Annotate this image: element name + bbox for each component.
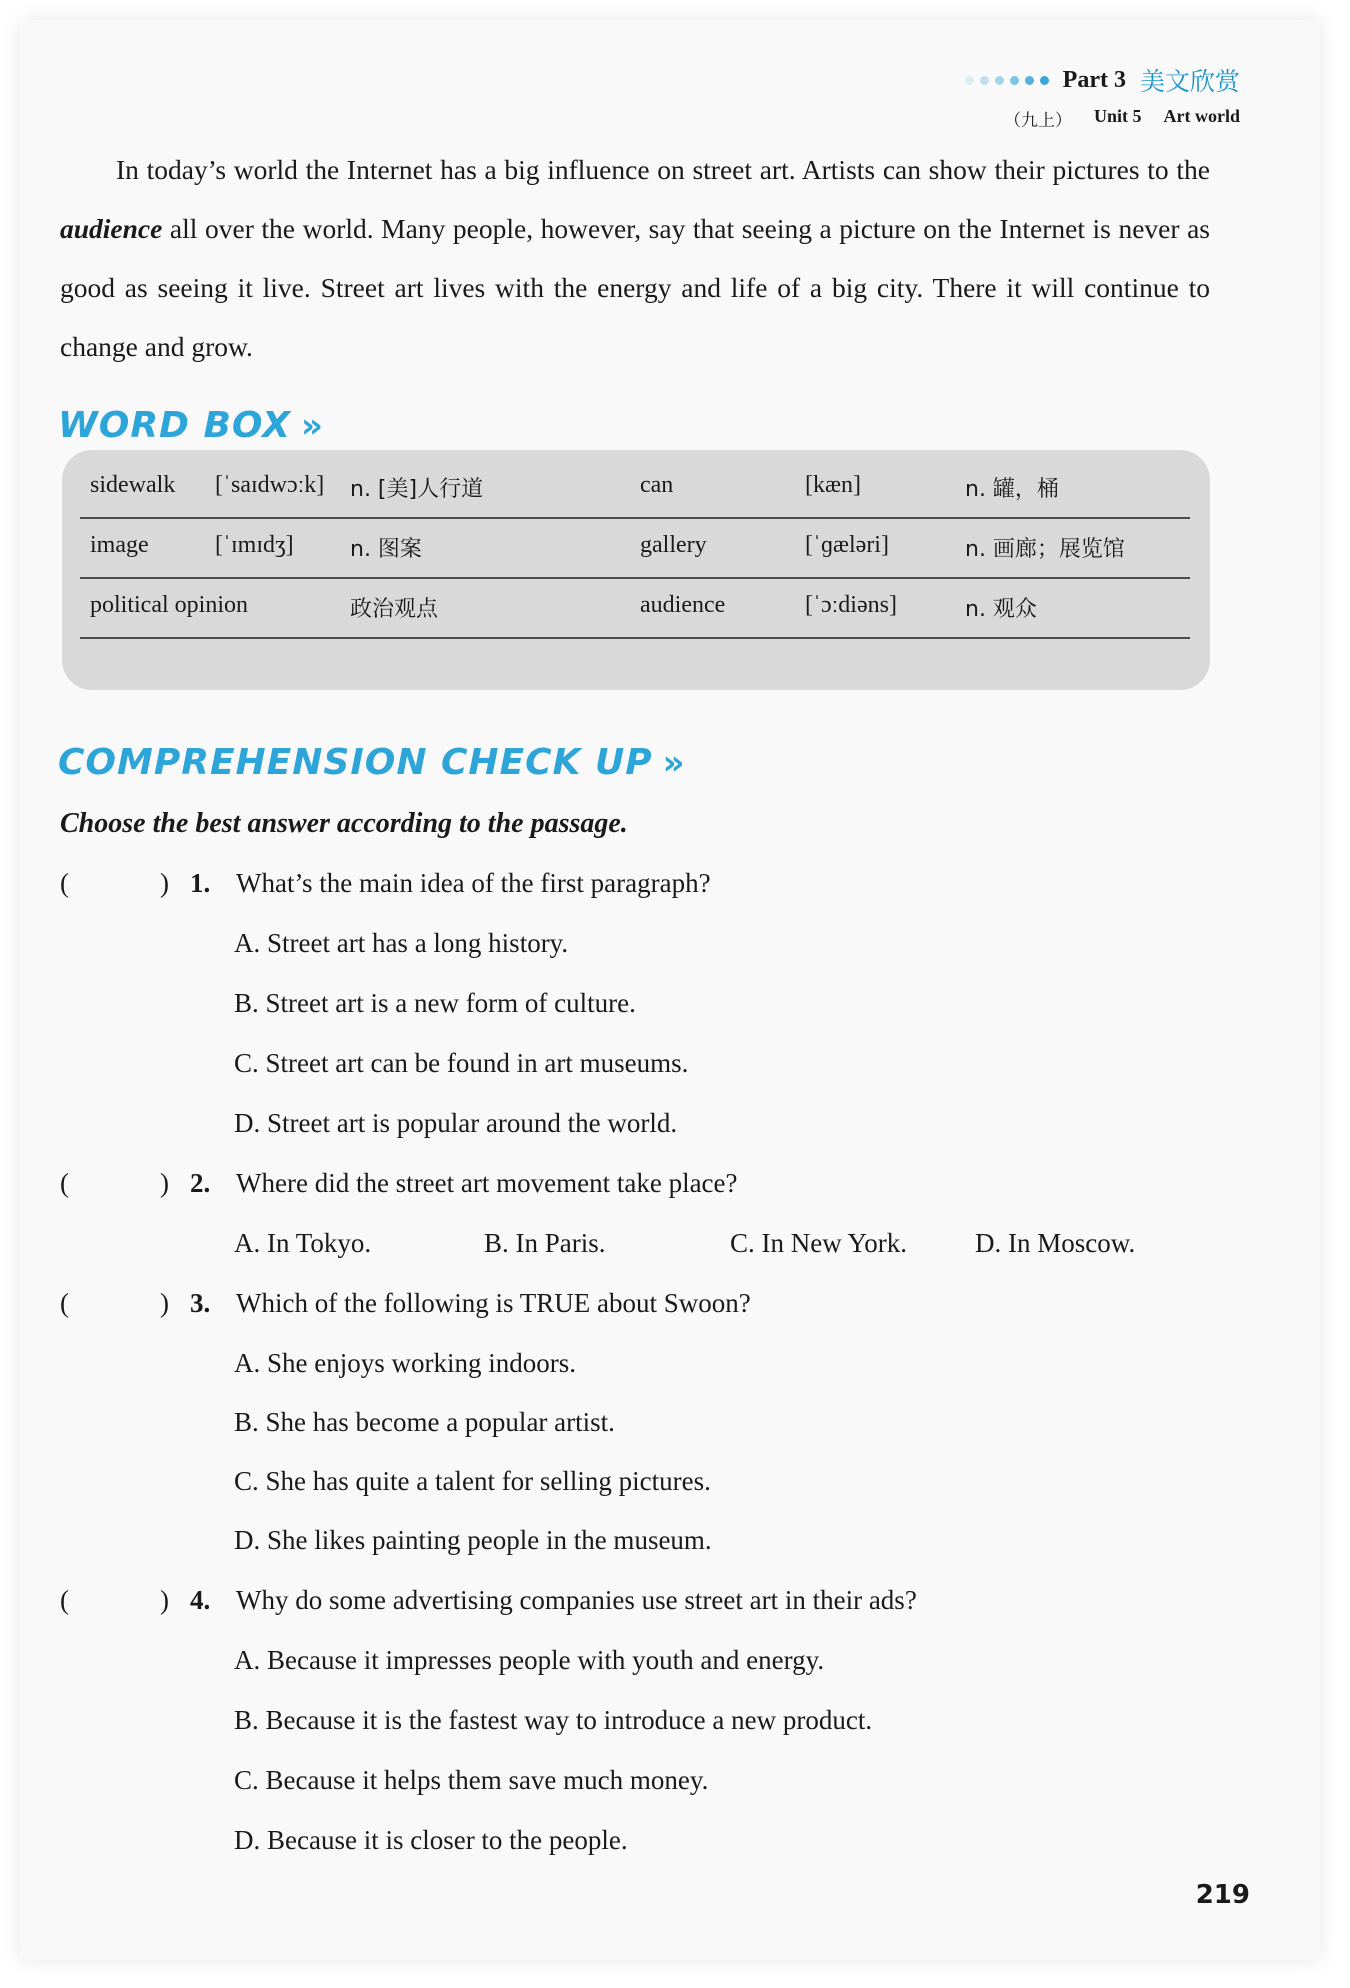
phonetic: [kæn]: [805, 472, 861, 498]
passage-keyword: audience: [60, 213, 163, 244]
answer-blank-open: (: [60, 1168, 69, 1198]
question-number: 2.: [190, 1168, 211, 1198]
meaning: 政治观点: [350, 597, 439, 622]
option: B. Street art is a new form of culture.: [234, 988, 636, 1018]
instruction-text: Choose the best answer according to the passage.: [60, 808, 628, 839]
option: D. In Moscow.: [975, 1228, 1136, 1258]
word-box-title: WORD BOX: [58, 405, 291, 446]
decorative-dots: [965, 76, 1049, 85]
option: C. In New York.: [730, 1228, 908, 1258]
meaning: n. 罐，桶: [965, 477, 1059, 502]
passage-text-after: all over the world. Many people, however, say that seeing a picture on the Internet is never as good as seeing it live. Street art lives with the energy and life of a big city. There it will continue to change and grow.: [60, 213, 1210, 362]
option: D. Street art is popular around the world.: [234, 1108, 678, 1138]
meaning: n. 画廊；展览馆: [965, 537, 1125, 562]
option: A. Because it impresses people with youth and energy.: [234, 1645, 825, 1675]
part-title-cn: 美文欣赏: [1139, 67, 1240, 96]
answer-blank-open: (: [60, 868, 69, 898]
question-text: What’s the main idea of the first paragraph?: [236, 868, 711, 898]
answer-blank-close: ): [160, 868, 169, 898]
option: C. Street art can be found in art museums.: [234, 1048, 689, 1078]
meaning: n. 观众: [965, 597, 1037, 622]
word: can: [640, 472, 674, 498]
option: B. She has become a popular artist.: [234, 1407, 615, 1437]
phonetic: [ˈɔːdiəns]: [805, 592, 897, 618]
option: B. In Paris.: [484, 1228, 606, 1258]
question-number: 1.: [190, 868, 211, 898]
double-chevron-icon: »: [300, 406, 324, 446]
answer-blank-open: (: [60, 1288, 69, 1318]
answer-blank-open: (: [60, 1585, 69, 1615]
word-box-row: [80, 517, 1190, 579]
word: political opinion: [90, 592, 248, 618]
topic-label: Art world: [1163, 106, 1240, 126]
grade-label: （九上）: [1004, 111, 1072, 131]
word: sidewalk: [90, 472, 176, 498]
option: A. Street art has a long history.: [234, 928, 569, 958]
page-number: 219: [1195, 1880, 1250, 1910]
question-number: 4.: [190, 1585, 211, 1615]
answer-blank-close: ): [160, 1585, 169, 1615]
question-text: Where did the street art movement take place?: [236, 1168, 738, 1198]
meaning: n. [美]人行道: [350, 477, 484, 502]
question-text: Why do some advertising companies use street art in their ads?: [236, 1585, 917, 1615]
answer-blank-close: ): [160, 1168, 169, 1198]
comprehension-heading: [58, 742, 686, 783]
word: audience: [640, 592, 726, 618]
option: D. She likes painting people in the museum.: [234, 1525, 712, 1555]
page-header: [965, 62, 1240, 131]
option: A. She enjoys working indoors.: [234, 1348, 576, 1378]
question-number: 3.: [190, 1288, 211, 1318]
word: image: [90, 532, 149, 558]
option: B. Because it is the fastest way to introduce a new product.: [234, 1705, 873, 1735]
comprehension-title: COMPREHENSION CHECK UP: [58, 742, 653, 783]
phonetic: [ˈɡæləri]: [805, 532, 889, 558]
answer-blank-close: ): [160, 1288, 169, 1318]
phonetic: [ˈɪmɪdʒ]: [215, 532, 294, 558]
question-text: Which of the following is TRUE about Swoon?: [236, 1288, 751, 1318]
passage-text-before: In today’s world the Internet has a big influence on street art. Artists can show their pictures to the: [116, 154, 1210, 185]
phonetic: [ˈsaɪdwɔːk]: [215, 472, 325, 498]
meaning: n. 图案: [350, 537, 422, 562]
option: C. Because it helps them save much money.: [234, 1765, 709, 1795]
word-box-row: [80, 577, 1190, 639]
option: A. In Tokyo.: [234, 1228, 372, 1258]
word-box-row: [80, 457, 1190, 519]
unit-label: Unit 5: [1094, 106, 1142, 126]
double-chevron-icon: »: [662, 743, 686, 783]
part-label: Part 3: [1062, 66, 1126, 93]
word: gallery: [640, 532, 707, 558]
word-box: [62, 450, 1210, 690]
word-box-heading: [58, 405, 324, 446]
option: D. Because it is closer to the people.: [234, 1825, 628, 1855]
reading-passage: [60, 140, 1210, 376]
option: C. She has quite a talent for selling pictures.: [234, 1466, 711, 1496]
